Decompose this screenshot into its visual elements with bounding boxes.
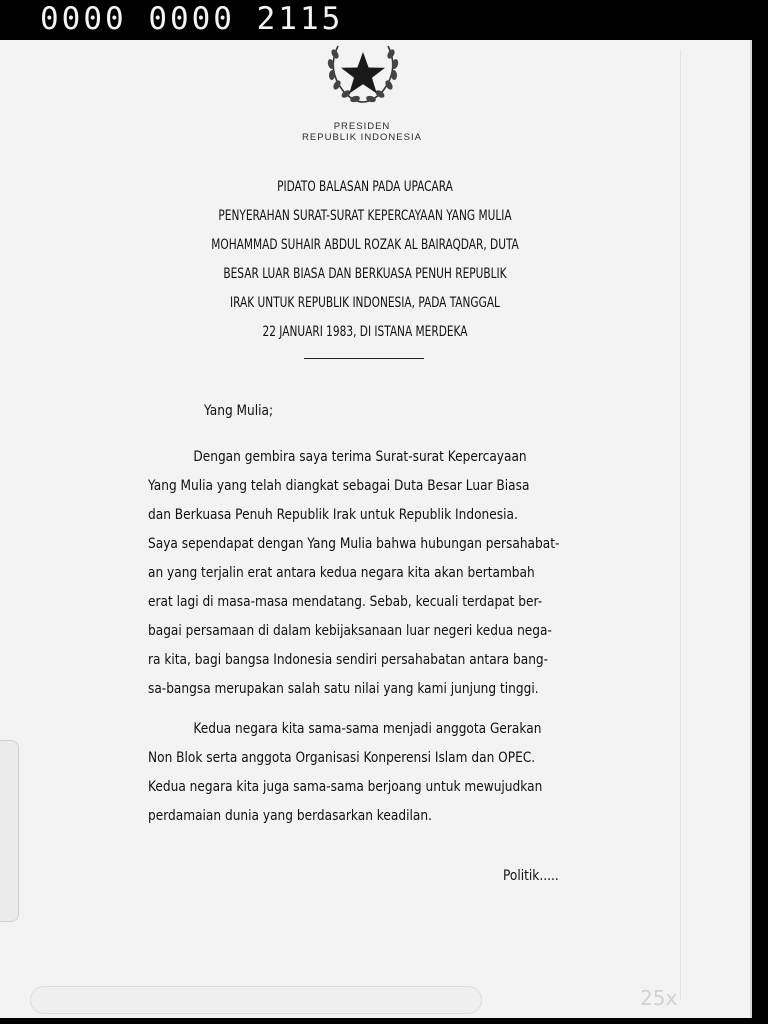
document-page xyxy=(0,40,752,1018)
paragraph-line: dan Berkuasa Penuh Republik Irak untuk Republik Indonesia. xyxy=(148,507,518,523)
margin-note: 25x xyxy=(640,986,678,1010)
letterhead-presiden: PRESIDEN xyxy=(333,121,391,132)
paragraph-line: perdamaian dunia yang berdasarkan keadilan. xyxy=(148,808,432,824)
page-shadow-stripe xyxy=(680,50,681,1000)
paragraph-line: Kedua negara kita sama-sama menjadi anggota Gerakan xyxy=(193,721,542,737)
page-bottom-mark xyxy=(30,986,482,1014)
title-line: BESAR LUAR BIASA DAN BERKUASA PENUH REPUBLIK xyxy=(223,266,507,282)
title-line: PIDATO BALASAN PADA UPACARA xyxy=(277,179,453,195)
paragraph-line: Kedua negara kita juga sama-sama berjoang untuk mewujudkan xyxy=(148,779,543,795)
paragraph-line: Non Blok serta anggota Organisasi Konperensi Islam dan OPEC. xyxy=(148,750,536,766)
letterhead-republik: REPUBLIK INDONESIA xyxy=(302,132,422,143)
title-divider xyxy=(304,358,424,359)
paragraph-line: bagai persamaan di dalam kebijaksanaan luar negeri kedua nega- xyxy=(148,623,552,639)
page-edge-mark xyxy=(0,740,19,922)
film-frame-number: 0000 0000 2115 xyxy=(40,1,344,37)
paragraph-line: sa-bangsa merupakan salah satu nilai yang kami junjung tinggi. xyxy=(148,681,539,697)
paragraph-line: Dengan gembira saya terima Surat-surat Kepercayaan xyxy=(193,449,527,465)
salutation: Yang Mulia; xyxy=(204,403,274,419)
paragraph-line: ra kita, bagi bangsa Indonesia sendiri persahabatan antara bang- xyxy=(148,652,549,668)
title-line: IRAK UNTUK REPUBLIK INDONESIA, PADA TANGGAL xyxy=(230,295,500,311)
title-line: 22 JANUARI 1983, DI ISTANA MERDEKA xyxy=(262,324,468,340)
title-line: MOHAMMAD SUHAIR ABDUL ROZAK AL BAIRAQDAR, DUTA xyxy=(211,237,519,253)
paragraph-line: Saya sependapat dengan Yang Mulia bahwa hubungan persahabat- xyxy=(148,536,560,552)
paragraph-line: Yang Mulia yang telah diangkat sebagai Duta Besar Luar Biasa xyxy=(148,478,530,494)
paragraph-2 xyxy=(148,715,668,831)
speech-title xyxy=(140,173,590,347)
page-continuation: Politik..... xyxy=(503,868,559,884)
paragraph-line: an yang terjalin erat antara kedua negara kita akan bertambah xyxy=(148,565,535,581)
paragraph-line: erat lagi di masa-masa mendatang. Sebab, kecuali terdapat ber- xyxy=(148,594,543,610)
star-wreath-emblem-icon xyxy=(318,40,408,108)
title-line: PENYERAHAN SURAT-SURAT KEPERCAYAAN YANG MULIA xyxy=(218,208,512,224)
paragraph-1 xyxy=(148,443,668,704)
